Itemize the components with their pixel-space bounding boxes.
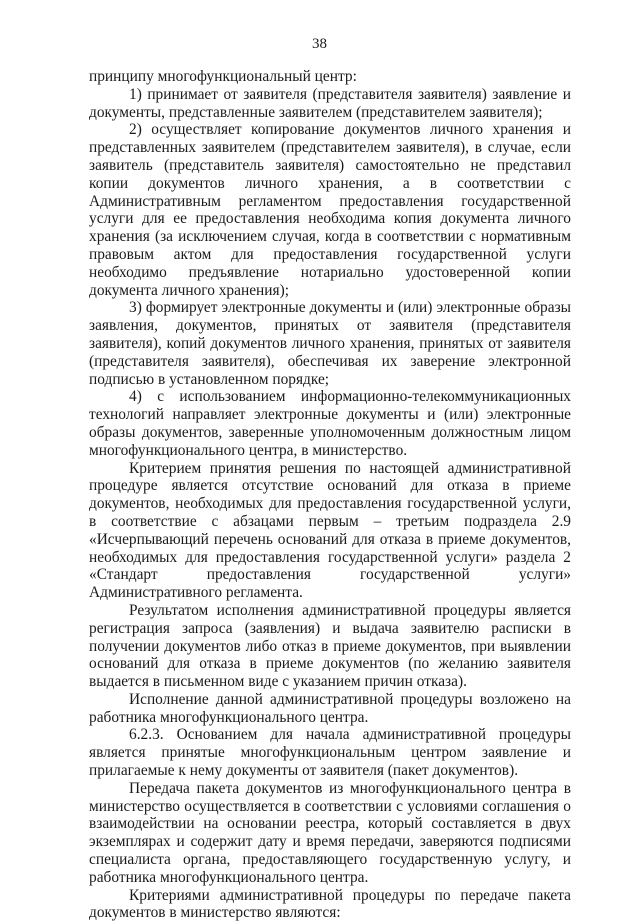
paragraph-execution: Исполнение данной административной процедуры возложено на работника многофункционального центра. [89,690,571,726]
list-item-4: 4) с использованием информационно-телекоммуникационных технологий направляет электронные документы и (или) электронные образы документов, заверенные уполномоченным должностным лицом многофункционального центра, в министерство. [89,388,571,459]
paragraph-section-6-2-3: 6.2.3. Основанием для начала административной процедуры является принятые многофункциональным центром заявление и прилагаемые к нему документы от заявителя (пакет документов). [89,726,571,780]
paragraph-result: Результатом исполнения административной процедуры является регистрация запроса (заявления) и выдача заявителю расписки в получении документов либо отказ в приеме документов, при выявлении оснований для отказа в приеме документов (по желанию заявителя выдается в письменном виде с указанием причин отказа). [89,601,571,691]
list-item-3: 3) формирует электронные документы и (или) электронные образы заявления, документов, принятых от заявителя (представителя заявителя), копий документов личного хранения, принятых от заявителя (представителя заявителя), обеспечивая их заверение электронной подписью в установленном порядке; [89,299,571,388]
list-item-1: 1) принимает от заявителя (представителя заявителя) заявление и документы, представленные заявителем (представителем заявителя); [89,85,571,121]
page-number: 38 [312,36,327,52]
list-item-2: 2) осуществляет копирование документов личного хранения и представленных заявителем (представителем заявителя), в случае, если заявитель (представитель заявителя) самостоятельно не представил копии документов личного хранения, а в соответствии с Административным регламентом предоставления государственной услуги для ее предоставления необходима копия документа личного хранения (за исключением случая, когда в соответствии с нормативным правовым актом для предоставления государственной услуги необходимо предъявление нотариально удостоверенной копии документа личного хранения); [89,121,571,299]
paragraph-criterion: Критерием принятия решения по настоящей административной процедуре является отсутствие оснований для отказа в приеме документов, необходимых для предоставления государственной услуги, в соответствие с абзацами первым – третьим подраздела 2.9 «Исчерпывающий перечень оснований для отказа в приеме документов, необходимых для предоставления государственной услуги» раздела 2 «Стандарт предоставления государственной услуги» Административного регламента. [89,459,571,602]
paragraph-continuation: принципу многофункциональный центр: [89,68,357,85]
document-body [89,68,571,922]
paragraph-transfer: Передача пакета документов из многофункционального центра в министерство осуществляется в соответствии с условиями соглашения о взаимодействии на основании реестра, который составляется в двух экземплярах и содержит дату и время передачи, заверяются подписями специалиста органа, предоставляющего государственную услугу, и работника многофункционального центра. [89,779,571,886]
paragraph-criteria-transfer: Критериями административной процедуры по передаче пакета документов в министерство являются: [89,886,571,922]
